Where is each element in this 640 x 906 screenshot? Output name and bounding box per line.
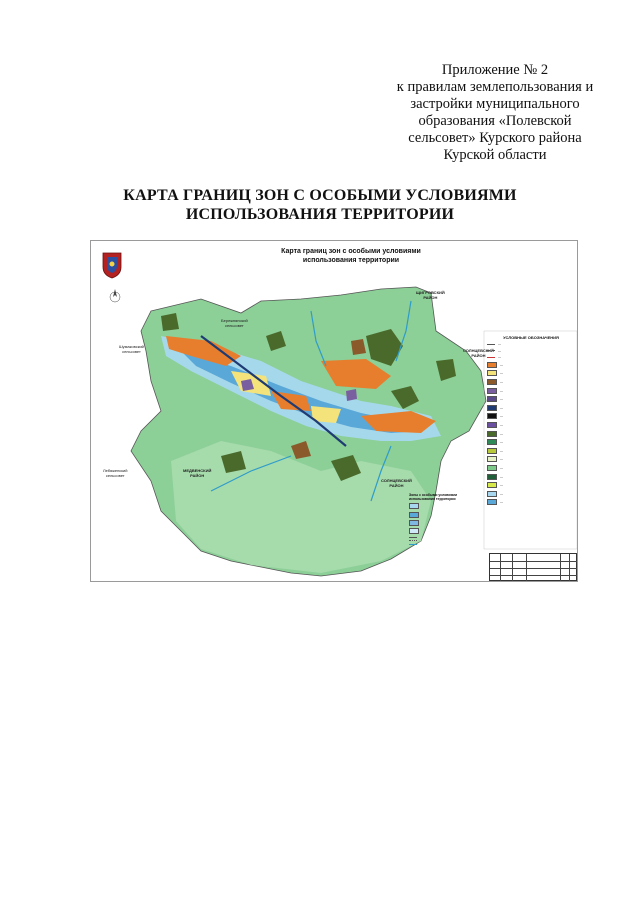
region-label-shumakovo: Шумаковский сельсовет (119, 344, 144, 354)
forest-zone (161, 313, 179, 331)
map-title-line: Карта границ зон с особыми условиями (281, 248, 421, 255)
legend-item: — (487, 491, 575, 497)
zone-legend-item (409, 503, 483, 509)
legend-swatch (487, 344, 495, 345)
legend-swatch (409, 528, 419, 534)
legend-swatch (487, 448, 497, 454)
region-label-lebyazhenskiy: Лебяженский сельсовет (103, 468, 128, 478)
legend-item: — (487, 342, 575, 346)
legend-item: — (487, 388, 575, 394)
legend-swatch (487, 465, 497, 471)
region-label-solntsevo-east: СОЛНЦЕВСКИЙ РАЙОН (463, 348, 494, 358)
legend-swatch (487, 396, 497, 402)
legend-swatch (487, 388, 497, 394)
legend-swatch (487, 491, 497, 497)
zone-legend-item (409, 544, 483, 545)
legend-item: — (487, 396, 575, 402)
north-arrow-icon (110, 289, 120, 302)
document-title (60, 186, 580, 224)
legend-item: — (487, 499, 575, 505)
legend-swatch (487, 431, 497, 437)
legend-item: — (487, 439, 575, 445)
legend-swatch (409, 512, 419, 518)
appendix-line: к правилам землепользования и (396, 79, 594, 95)
legend-item: — (487, 474, 575, 480)
legend-item: — (487, 349, 575, 353)
legend-swatch (487, 357, 495, 358)
region-label-berezhnoe: Бережнянский сельсовет (221, 318, 248, 328)
legend-swatch (487, 456, 497, 462)
legend-item: — (487, 448, 575, 454)
legend-swatch (487, 405, 497, 411)
appendix-line: Курской области (443, 147, 547, 163)
appendix-block (370, 62, 620, 164)
map-title-line: использования территории (302, 256, 400, 264)
legend-swatch (409, 544, 417, 545)
legend-item: — (487, 362, 575, 368)
zone-legend-item (409, 512, 483, 518)
zone-legend (409, 494, 483, 547)
legend-item: — (487, 431, 575, 437)
legend-item: — (487, 370, 575, 376)
appendix-line: сельсовет» Курского района (408, 130, 582, 146)
legend-swatch (487, 422, 497, 428)
legend-swatch (487, 362, 497, 368)
legend-swatch (487, 474, 497, 480)
zone-legend-item (409, 520, 483, 526)
legend-swatch (487, 350, 495, 351)
purple-zone (346, 389, 357, 401)
map-title (241, 248, 461, 265)
appendix-line: образования «Полевской (418, 113, 572, 129)
legend-item: — (487, 456, 575, 462)
appendix-line: Приложение № 2 (441, 62, 549, 78)
legend-item: — (487, 422, 575, 428)
zone-legend-item (409, 528, 483, 534)
legend-swatch (409, 537, 417, 538)
title-block-stamp (489, 553, 577, 581)
legend-item: — (487, 355, 575, 359)
legend-item: — (487, 405, 575, 411)
map-legend (487, 336, 575, 508)
legend-item: — (487, 379, 575, 385)
legend-item: — (487, 465, 575, 471)
coat-of-arms-icon (101, 251, 123, 279)
appendix-line: застройки муниципального (410, 96, 580, 112)
zone-legend-item (409, 537, 483, 538)
document-title-line: КАРТА ГРАНИЦ ЗОН С ОСОБЫМИ УСЛОВИЯМИ (123, 187, 517, 204)
map-sheet (90, 240, 578, 582)
legend-swatch (487, 370, 497, 376)
legend-heading: УСЛОВНЫЕ ОБОЗНАЧЕНИЯ (503, 335, 559, 340)
legend-item: — (487, 482, 575, 488)
region-label-solntsevo-south: СОЛНЦЕВСКИЙ РАЙОН (381, 478, 412, 488)
zone-legend-heading: Зоны с особыми условиями использования территории (409, 493, 458, 501)
document-title-line: ИСПОЛЬЗОВАНИЯ ТЕРРИТОРИИ (185, 206, 455, 223)
legend-swatch (409, 540, 417, 541)
zone-legend-item (409, 540, 483, 541)
legend-swatch (409, 503, 419, 509)
legend-item: — (487, 413, 575, 419)
region-label-shchigry: ЩИГРОВСКИЙ РАЙОН (416, 290, 445, 300)
legend-swatch (487, 379, 497, 385)
legend-swatch (409, 520, 419, 526)
legend-swatch (487, 439, 497, 445)
region-label-medvenka: МЕДВЕНСКИЙ РАЙОН (183, 468, 212, 478)
legend-swatch (487, 413, 497, 419)
legend-swatch (487, 482, 497, 488)
legend-swatch (487, 499, 497, 505)
